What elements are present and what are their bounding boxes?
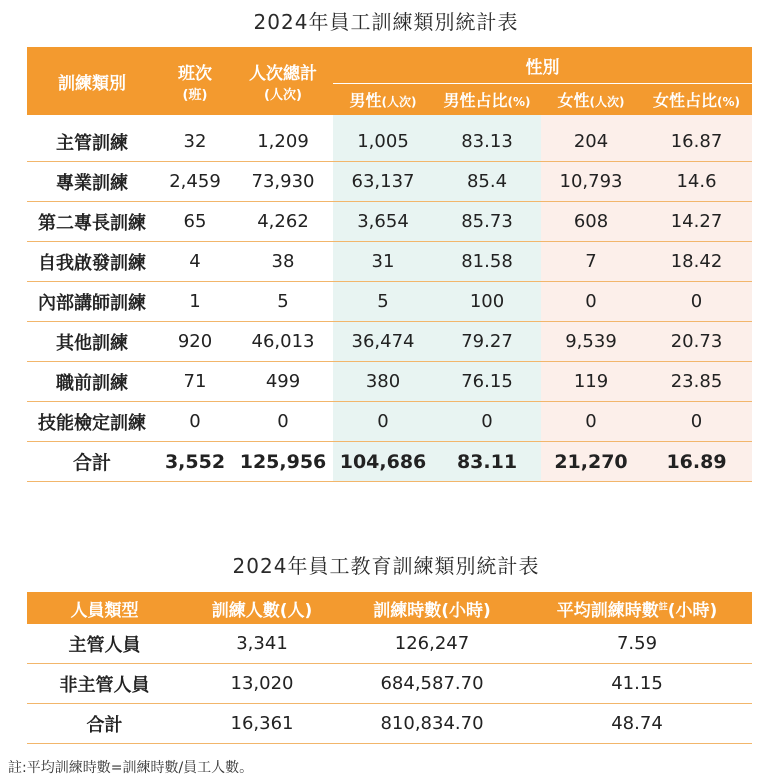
- table1-title: 2024年員工訓練類別統計表: [253, 10, 519, 34]
- cell-total: 5: [233, 282, 333, 322]
- header-type: 人員類型: [27, 592, 182, 624]
- header-avg-note: 註: [658, 601, 668, 612]
- cell-type: 非主管人員: [27, 664, 182, 704]
- cell-male: 380: [333, 362, 433, 402]
- header-classes-label: 班次: [178, 64, 212, 84]
- cell-female: 9,539: [541, 322, 641, 362]
- cell-category: 主管訓練: [27, 122, 157, 162]
- cell-female-pct: 0: [641, 282, 752, 322]
- table-row: [27, 162, 752, 202]
- cell-category: 合計: [27, 442, 157, 482]
- cell-male-pct: 0: [433, 402, 541, 442]
- header-category: 訓練類別: [27, 47, 157, 115]
- cell-classes: 4: [157, 242, 233, 282]
- header-total-unit: (人次): [264, 88, 302, 103]
- cell-hours: 684,587.70: [342, 664, 522, 704]
- header-classes-unit: (班): [182, 88, 208, 103]
- cell-category: 技能檢定訓練: [27, 402, 157, 442]
- table-row: [27, 282, 752, 322]
- header-male: [333, 84, 433, 116]
- cell-classes: 2,459: [157, 162, 233, 202]
- cell-classes: 71: [157, 362, 233, 402]
- table-row: [27, 202, 752, 242]
- table-row: [27, 322, 752, 362]
- header-total: [233, 47, 333, 115]
- cell-category: 第二專長訓練: [27, 202, 157, 242]
- cell-female: 119: [541, 362, 641, 402]
- cell-classes: 32: [157, 122, 233, 162]
- cell-male-pct: 76.15: [433, 362, 541, 402]
- cell-male: 0: [333, 402, 433, 442]
- header-female-pct-unit: (%): [717, 95, 740, 109]
- cell-male: 63,137: [333, 162, 433, 202]
- cell-female-pct: 0: [641, 402, 752, 442]
- cell-female-pct: 23.85: [641, 362, 752, 402]
- cell-type: 主管人員: [27, 624, 182, 664]
- cell-female: 10,793: [541, 162, 641, 202]
- training-category-table: [27, 47, 752, 482]
- table-row: [27, 402, 752, 442]
- cell-female-pct: 14.6: [641, 162, 752, 202]
- cell-male-pct: 85.4: [433, 162, 541, 202]
- cell-category: 專業訓練: [27, 162, 157, 202]
- table-row: [27, 362, 752, 402]
- cell-classes: 0: [157, 402, 233, 442]
- cell-total: 38: [233, 242, 333, 282]
- table-row: [27, 624, 752, 664]
- footnote: 註:平均訓練時數=訓練時數/員工人數。: [8, 760, 254, 776]
- cell-avg: 48.74: [522, 704, 752, 744]
- header-male-pct-unit: (%): [507, 95, 531, 109]
- cell-people: 13,020: [182, 664, 342, 704]
- header-female-label: 女性: [557, 91, 590, 110]
- header-female-pct-label: 女性占比: [652, 91, 717, 110]
- cell-total: 125,956: [233, 442, 333, 482]
- cell-female-pct: 18.42: [641, 242, 752, 282]
- cell-male-pct: 100: [433, 282, 541, 322]
- cell-female: 0: [541, 282, 641, 322]
- cell-female: 0: [541, 402, 641, 442]
- cell-female: 21,270: [541, 442, 641, 482]
- cell-hours: 810,834.70: [342, 704, 522, 744]
- table-row: [27, 704, 752, 744]
- cell-male: 1,005: [333, 122, 433, 162]
- education-training-table: [27, 592, 752, 744]
- cell-classes: 1: [157, 282, 233, 322]
- header-classes: [157, 47, 233, 115]
- cell-hours: 126,247: [342, 624, 522, 664]
- cell-total: 499: [233, 362, 333, 402]
- header-male-pct-label: 男性占比: [443, 91, 508, 110]
- cell-female: 204: [541, 122, 641, 162]
- header-female-pct: [641, 84, 752, 116]
- cell-type: 合計: [27, 704, 182, 744]
- table-sum-row: [27, 442, 752, 482]
- cell-classes: 920: [157, 322, 233, 362]
- cell-total: 4,262: [233, 202, 333, 242]
- header-gender: 性別: [333, 47, 752, 84]
- cell-total: 0: [233, 402, 333, 442]
- header-hours: 訓練時數(小時): [342, 592, 522, 624]
- table-row: [27, 664, 752, 704]
- cell-classes: 3,552: [157, 442, 233, 482]
- cell-male: 31: [333, 242, 433, 282]
- header-female-unit: (人次): [589, 95, 625, 109]
- cell-male-pct: 83.13: [433, 122, 541, 162]
- header-avg-label: 平均訓練時數: [556, 600, 659, 621]
- cell-classes: 65: [157, 202, 233, 242]
- cell-male: 36,474: [333, 322, 433, 362]
- cell-category: 職前訓練: [27, 362, 157, 402]
- cell-total: 73,930: [233, 162, 333, 202]
- header-avg-unit: (小時): [667, 600, 718, 621]
- cell-avg: 7.59: [522, 624, 752, 664]
- cell-male: 104,686: [333, 442, 433, 482]
- cell-category: 自我啟發訓練: [27, 242, 157, 282]
- header-avg: [522, 592, 752, 624]
- cell-male: 3,654: [333, 202, 433, 242]
- cell-male-pct: 85.73: [433, 202, 541, 242]
- header-female: [541, 84, 641, 116]
- cell-female-pct: 20.73: [641, 322, 752, 362]
- header-male-unit: (人次): [381, 95, 417, 109]
- cell-people: 3,341: [182, 624, 342, 664]
- cell-female-pct: 14.27: [641, 202, 752, 242]
- cell-male-pct: 81.58: [433, 242, 541, 282]
- cell-avg: 41.15: [522, 664, 752, 704]
- table-row: [27, 242, 752, 282]
- cell-category: 其他訓練: [27, 322, 157, 362]
- header-male-label: 男性: [349, 91, 382, 110]
- cell-people: 16,361: [182, 704, 342, 744]
- cell-category: 內部講師訓練: [27, 282, 157, 322]
- cell-total: 1,209: [233, 122, 333, 162]
- cell-female: 7: [541, 242, 641, 282]
- table-row: [27, 122, 752, 162]
- cell-female: 608: [541, 202, 641, 242]
- cell-total: 46,013: [233, 322, 333, 362]
- header-total-label: 人次總計: [249, 64, 317, 84]
- header-male-pct: [433, 84, 541, 116]
- cell-female-pct: 16.87: [641, 122, 752, 162]
- cell-male-pct: 83.11: [433, 442, 541, 482]
- header-people: 訓練人數(人): [182, 592, 342, 624]
- cell-male-pct: 79.27: [433, 322, 541, 362]
- table2-title: 2024年員工教育訓練類別統計表: [232, 554, 540, 578]
- cell-female-pct: 16.89: [641, 442, 752, 482]
- cell-male: 5: [333, 282, 433, 322]
